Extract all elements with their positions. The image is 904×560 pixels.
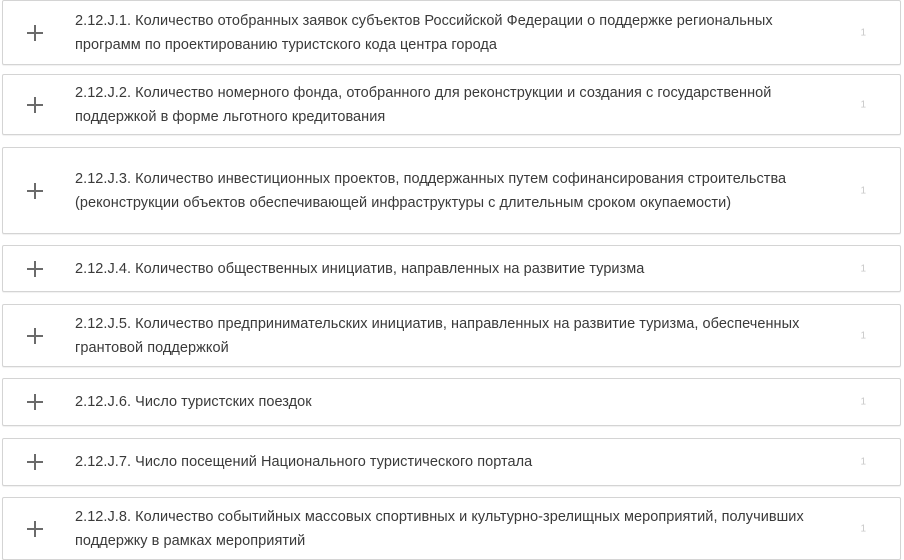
accordion-item-count: 1 [860,27,866,38]
accordion-item-count: 1 [860,396,866,408]
accordion-item-count: 1 [860,456,866,468]
accordion-item-count: 1 [860,523,866,534]
plus-icon[interactable] [25,392,45,412]
accordion-item-title: 2.12.J.1. Количество отобранных заявок субъектов Российской Федерации о поддержке региональных программ по проектированию туристского кода центра города [75,12,773,53]
accordion-item-2-12-j-1[interactable] [2,0,901,65]
plus-icon[interactable] [25,23,45,43]
plus-icon[interactable] [25,259,45,279]
accordion-item-count: 1 [860,330,866,341]
plus-icon[interactable] [25,519,45,539]
accordion-item-title: 2.12.J.2. Количество номерного фонда, отобранного для реконструкции и создания с государственной поддержкой в форме льготного кредитования [75,84,772,125]
plus-icon[interactable] [25,95,45,115]
accordion-item-title: 2.12.J.5. Количество предпринимательских инициатив, направленных на развитие туризма, обеспеченных грантовой поддержкой [75,315,800,356]
accordion-item-2-12-j-8[interactable] [2,497,901,560]
accordion-item-2-12-j-4[interactable] [2,245,901,292]
accordion-item-title: 2.12.J.8. Количество событийных массовых спортивных и культурно-зрелищных мероприятий, получивших поддержку в рамках мероприятий [75,508,804,549]
accordion-item-2-12-j-2[interactable] [2,74,901,135]
accordion-item-2-12-j-6[interactable] [2,378,901,426]
plus-icon[interactable] [25,181,45,201]
accordion-item-count: 1 [860,99,866,110]
accordion-item-title: 2.12.J.3. Количество инвестиционных проектов, поддержанных путем софинансирования строительства (реконструкции объектов обеспечивающей инфраструктуры с длительным сроком окупаемости) [75,170,787,211]
accordion-item-2-12-j-7[interactable] [2,438,901,486]
accordion-item-2-12-j-5[interactable] [2,304,901,367]
accordion-item-title: 2.12.J.7. Число посещений Национального туристического портала [75,454,533,470]
plus-icon[interactable] [25,452,45,472]
accordion-item-count: 1 [860,263,866,274]
accordion-item-title: 2.12.J.4. Количество общественных инициатив, направленных на развитие туризма [75,260,645,277]
accordion-item-count: 1 [860,185,866,196]
plus-icon[interactable] [25,326,45,346]
accordion-item-title: 2.12.J.6. Число туристских поездок [75,394,312,410]
accordion-item-2-12-j-3[interactable] [2,147,901,234]
